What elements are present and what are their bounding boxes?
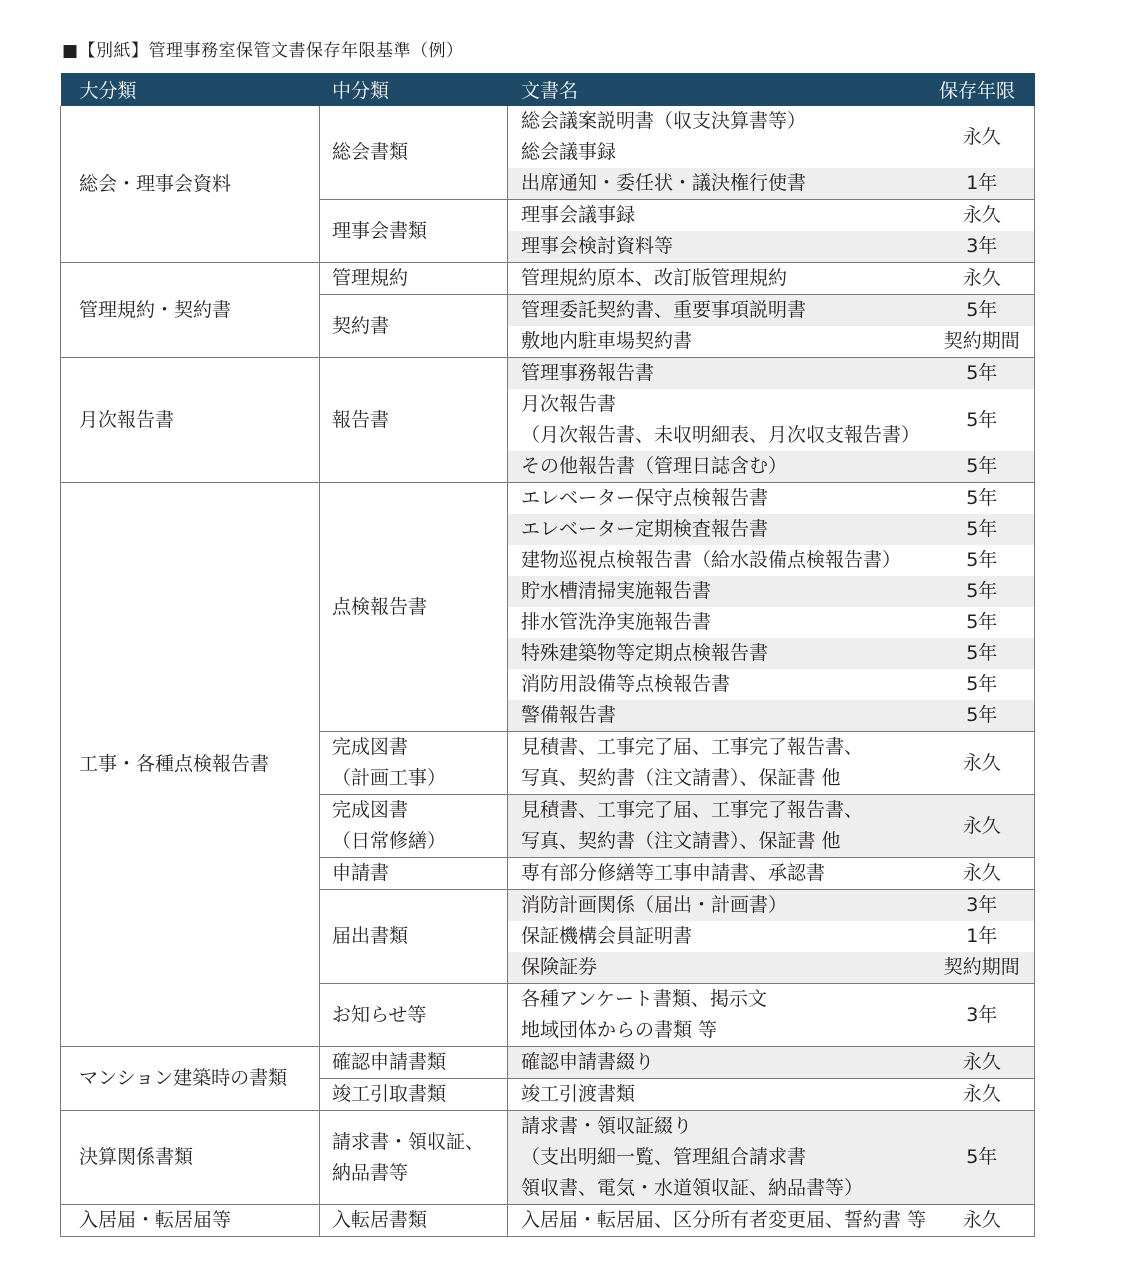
document-name-line: 見積書、工事完了届、工事完了報告書、 (521, 736, 864, 758)
table-row (61, 358, 1035, 390)
document-name-cell: 管理委託契約書、重要事項説明書 (508, 295, 930, 327)
retention-period-cell: 永久 (930, 106, 1035, 168)
header-major-category: 大分類 (61, 73, 320, 106)
table-row (61, 106, 1035, 168)
sub-category-line: 請求書・領収証、 (332, 1130, 485, 1153)
table-row (61, 483, 1035, 515)
sub-category-cell (320, 1111, 508, 1205)
document-name-line: 地域団体からの書類 等 (521, 1019, 718, 1041)
retention-period-cell: 永久 (930, 200, 1035, 232)
major-category-cell: マンション建築時の書類 (61, 1047, 320, 1111)
document-name-cell: エレベーター保守点検報告書 (521, 487, 769, 509)
sub-category-line: 完成図書 (332, 736, 409, 758)
retention-period-cell: 永久 (930, 1079, 1035, 1111)
document-name-cell: 排水管洗浄実施報告書 (521, 611, 712, 633)
table-row (61, 263, 1035, 295)
retention-period-cell: 永久 (930, 1047, 1035, 1079)
document-name-cell: 特殊建築物等定期点検報告書 (508, 638, 930, 669)
document-name-cell (508, 984, 930, 1047)
retention-period-cell: 5年 (930, 669, 1035, 700)
retention-period-cell: 5年 (930, 638, 1035, 669)
retention-period-cell: 5年 (930, 483, 1035, 515)
sub-category-cell: お知らせ等 (320, 984, 508, 1047)
sub-category-cell (320, 732, 508, 795)
sub-category-line: 完成図書 (332, 799, 409, 821)
major-category-cell: 工事・各種点検報告書 (61, 483, 320, 1047)
retention-period-cell: 5年 (930, 358, 1035, 390)
table-header-row (61, 73, 1035, 106)
document-name-cell: 貯水槽清掃実施報告書 (508, 576, 930, 607)
retention-period-cell: 5年 (930, 514, 1035, 545)
document-name-cell: その他報告書（管理日誌含む） (508, 451, 930, 483)
sub-category-cell: 契約書 (320, 295, 508, 358)
sub-category-cell: 理事会書類 (320, 200, 508, 263)
document-name-cell: 保証機構会員証明書 (521, 925, 693, 947)
retention-period-cell: 5年 (930, 389, 1035, 451)
major-category-cell: 管理規約・契約書 (61, 263, 320, 358)
retention-period-cell: 5年 (930, 451, 1035, 483)
document-name-line: 月次報告書 (521, 393, 617, 415)
document-name-cell: 管理事務報告書 (508, 358, 930, 390)
retention-period-cell: 1年 (930, 168, 1035, 200)
document-name-line: 総会議案説明書（収支決算書等） (521, 110, 807, 132)
header-sub-category: 中分類 (320, 73, 508, 106)
sub-category-cell: 管理規約 (320, 263, 508, 295)
sub-category-cell: 点検報告書 (320, 483, 508, 732)
document-name-line: （支出明細一覧、管理組合請求書 (521, 1146, 807, 1168)
document-name-cell: エレベーター定期検査報告書 (508, 514, 930, 545)
sub-category-cell: 総会書類 (320, 106, 508, 200)
document-name-cell: 理事会検討資料等 (508, 231, 930, 263)
header-document-name: 文書名 (508, 73, 930, 106)
retention-period-cell: 5年 (930, 607, 1035, 638)
document-name-cell: 理事会議事録 (521, 204, 636, 226)
document-name-cell: 管理規約原本、改訂版管理規約 (508, 263, 930, 295)
document-name-cell (508, 732, 930, 795)
document-name-cell: 警備報告書 (508, 700, 930, 732)
document-name-cell: 消防計画関係（届出・計画書） (508, 890, 930, 922)
major-category-cell: 入居届・転居届等 (61, 1205, 320, 1237)
retention-period-cell: 5年 (930, 545, 1035, 576)
document-name-cell (508, 795, 930, 858)
sub-category-cell: 入転居書類 (320, 1205, 508, 1237)
sub-category-cell: 竣工引取書類 (320, 1079, 508, 1111)
document-name-cell: 確認申請書綴り (508, 1047, 930, 1079)
sub-category-line: （日常修繕） (332, 830, 447, 852)
document-name-cell: 竣工引渡書類 (508, 1079, 930, 1111)
document-name-cell: 入居届・転居届、区分所有者変更届、誓約書 等 (508, 1205, 930, 1237)
major-category-cell: 月次報告書 (61, 358, 320, 483)
document-name-line: 写真、契約書（注文請書）、保証書 他 (521, 767, 841, 789)
retention-period-cell: 永久 (930, 263, 1035, 295)
retention-period-cell: 3年 (930, 231, 1035, 263)
retention-period-cell: 契約期間 (930, 326, 1035, 358)
document-name-line: 領収書、電気・水道領収証、納品書等） (521, 1177, 864, 1199)
document-name-cell (508, 106, 930, 168)
sub-category-line: 納品書等 (332, 1161, 409, 1184)
document-name-line: 総会議事録 (521, 141, 617, 163)
document-title: ■【別紙】管理事務室保管文書保存年限基準（例） (62, 41, 464, 61)
retention-period-cell: 永久 (930, 858, 1035, 890)
sub-category-cell (320, 795, 508, 858)
retention-period-cell: 5年 (930, 1111, 1035, 1205)
retention-period-cell: 永久 (930, 732, 1035, 795)
document-name-cell: 敷地内駐車場契約書 (508, 326, 930, 358)
document-name-line: 見積書、工事完了届、工事完了報告書、 (521, 799, 864, 821)
major-category-cell: 総会・理事会資料 (61, 106, 320, 263)
retention-period-cell: 5年 (930, 700, 1035, 732)
header-retention-period: 保存年限 (930, 73, 1035, 106)
document-name-cell (508, 1111, 930, 1205)
retention-period-cell: 3年 (930, 890, 1035, 922)
retention-period-cell: 1年 (930, 921, 1035, 952)
major-category-cell: 決算関係書類 (61, 1111, 320, 1205)
document-name-line: 写真、契約書（注文請書）、保証書 他 (521, 830, 841, 852)
document-name-cell: 保険証券 (508, 952, 930, 984)
sub-category-cell: 届出書類 (320, 890, 508, 984)
document-name-cell: 出席通知・委任状・議決権行使書 (508, 168, 930, 200)
document-name-cell: 専有部分修繕等工事申請書、承認書 (508, 858, 930, 890)
document-name-cell: 建物巡視点検報告書（給水設備点検報告書） (521, 549, 902, 571)
sub-category-cell: 報告書 (320, 358, 508, 483)
retention-table (60, 73, 1035, 1237)
retention-period-cell: 契約期間 (930, 952, 1035, 984)
retention-period-cell: 5年 (930, 295, 1035, 327)
table-row (61, 1047, 1035, 1079)
table-row (61, 1205, 1035, 1237)
retention-period-cell: 永久 (930, 1205, 1035, 1237)
retention-period-cell: 永久 (930, 795, 1035, 858)
table-row (61, 1111, 1035, 1205)
document-name-line: 各種アンケート書類、掲示文 (521, 988, 767, 1010)
retention-period-cell: 3年 (930, 984, 1035, 1047)
sub-category-cell: 確認申請書類 (320, 1047, 508, 1079)
retention-period-cell: 5年 (930, 576, 1035, 607)
sub-category-cell: 申請書 (320, 858, 508, 890)
document-name-cell (508, 389, 930, 451)
sub-category-line: （計画工事） (332, 767, 447, 789)
document-name-line: （月次報告書、未収明細表、月次収支報告書） (521, 424, 921, 446)
document-name-cell: 消防用設備等点検報告書 (521, 673, 731, 695)
document-name-line: 請求書・領収証綴り (521, 1115, 693, 1137)
